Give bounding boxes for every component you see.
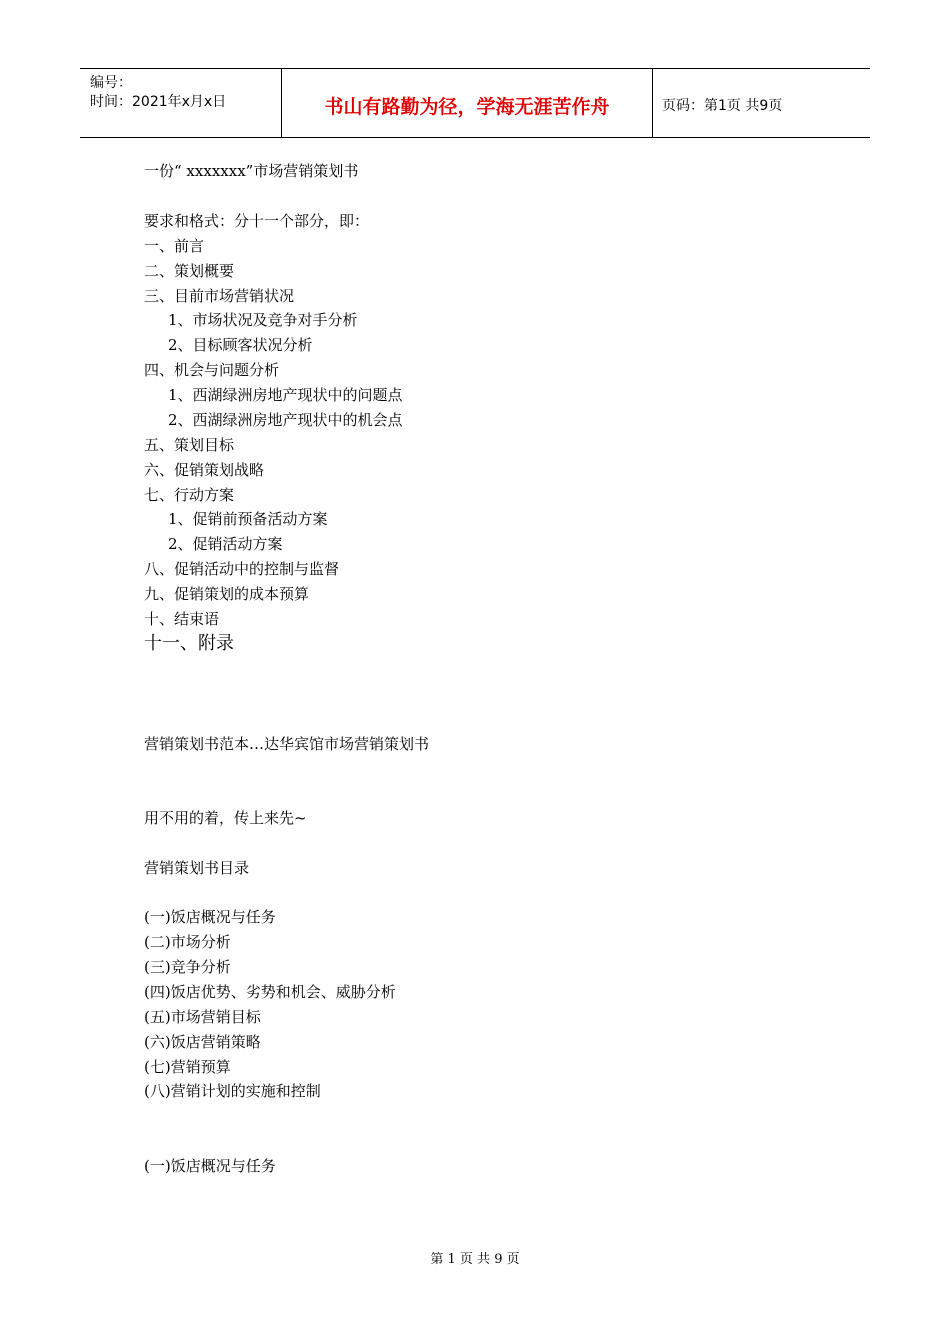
header-page-cell [653, 69, 870, 137]
toc-item: (八)营销计划的实施和控制 [144, 1082, 321, 1100]
requirements-text: 要求和格式：分十一个部分，即： [144, 212, 370, 230]
outline-item: 八、促销活动中的控制与监督 [144, 560, 340, 578]
toc-item: (三)竞争分析 [144, 958, 231, 976]
header-meta-cell [80, 69, 282, 137]
toc-item: (六)饭店营销策略 [144, 1033, 261, 1051]
document-number-label: 编号： [90, 75, 132, 91]
outline-item: 十一、附录 [144, 633, 234, 654]
toc-item: (五)市场营销目标 [144, 1008, 261, 1026]
toc-item: (四)饭店优势、劣势和机会、威胁分析 [144, 983, 396, 1001]
motto-text: 书山有路勤为径，学海无涯苦作舟 [324, 96, 610, 118]
header-motto-cell [282, 69, 653, 137]
outline-subitem: 1、促销前预备活动方案 [168, 510, 328, 528]
outline-item: 十、结束语 [144, 610, 220, 628]
toc-item: (七)营销预算 [144, 1058, 231, 1076]
outline-subitem: 1、市场状况及竞争对手分析 [168, 311, 358, 329]
document-header [80, 68, 870, 138]
header-page-info: 页码：第1页 共9页 [662, 98, 783, 114]
outline-subitem: 2、目标顾客状况分析 [168, 336, 313, 354]
outline-item: 九、促销策划的成本预算 [144, 585, 310, 603]
outline-subitem: 2、促销活动方案 [168, 535, 283, 553]
toc-item: (二)市场分析 [144, 933, 231, 951]
section-heading: (一)饭店概况与任务 [144, 1157, 276, 1175]
outline-item: 三、目前市场营销状况 [144, 287, 295, 305]
document-time-label: 时间：2021年x月x日 [90, 94, 227, 110]
outline-item: 五、策划目标 [144, 436, 235, 454]
note-text: 用不用的着，传上来先~ [144, 809, 307, 827]
outline-item: 六、促销策划战略 [144, 461, 265, 479]
outline-item: 四、机会与问题分析 [144, 361, 280, 379]
outline-subitem: 2、西湖绿洲房地产现状中的机会点 [168, 411, 403, 429]
outline-subitem: 1、西湖绿洲房地产现状中的问题点 [168, 386, 403, 404]
page-footer: 第 1 页 共 9 页 [430, 1252, 520, 1267]
toc-item: (一)饭店概况与任务 [144, 908, 276, 926]
document-title: 一份“ xxxxxxx”市场营销策划书 [144, 162, 359, 180]
toc-title: 营销策划书目录 [144, 859, 250, 877]
outline-item: 七、行动方案 [144, 486, 235, 504]
outline-item: 一、前言 [144, 237, 205, 255]
outline-item: 二、策划概要 [144, 262, 235, 280]
sample-title: 营销策划书范本…达华宾馆市场营销策划书 [144, 735, 430, 753]
